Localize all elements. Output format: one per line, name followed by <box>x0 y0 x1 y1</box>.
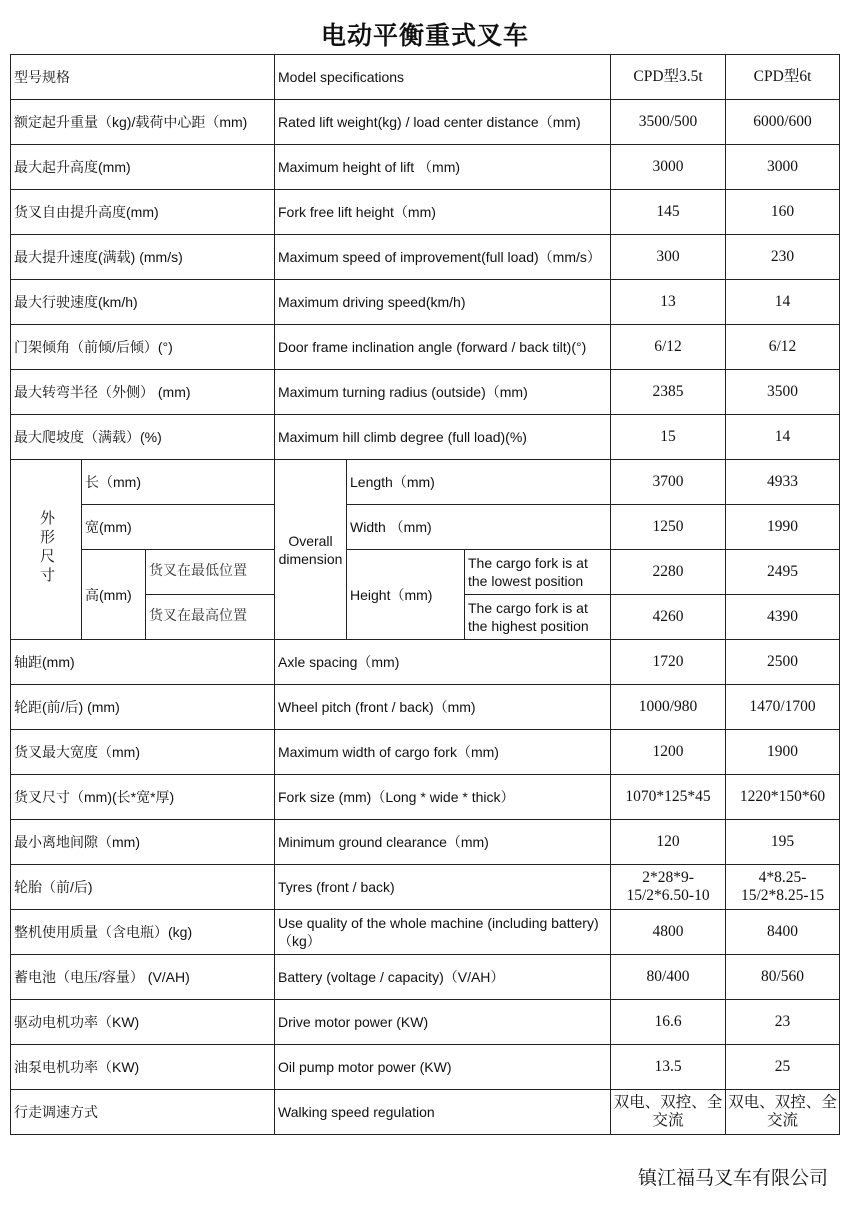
spec-name-cn: 货叉尺寸（mm)(长*宽*厚) <box>11 775 275 820</box>
value-model-1: 6/12 <box>611 325 726 370</box>
sub-spec-cn: 货叉在最低位置 <box>146 550 275 595</box>
spec-name-en: Maximum width of cargo fork（mm) <box>275 730 611 775</box>
spec-name-en: Battery (voltage / capacity)（V/AH） <box>275 955 611 1000</box>
spec-name-cn: 油泵电机功率（KW) <box>11 1045 275 1090</box>
value-model-2: 230 <box>726 235 840 280</box>
value-model-1: 1070*125*45 <box>611 775 726 820</box>
value-model-2: 6000/600 <box>726 100 840 145</box>
value-model-2: 4390 <box>726 595 840 640</box>
sub-spec-en: The cargo fork is at the lowest position <box>465 550 611 595</box>
value-model-1: 145 <box>611 190 726 235</box>
value-model-2: 1470/1700 <box>726 685 840 730</box>
table-row <box>11 910 840 955</box>
spec-name-cn: 最大转弯半径（外侧） (mm) <box>11 370 275 415</box>
value-model-1: 300 <box>611 235 726 280</box>
table-row <box>11 1090 840 1135</box>
sub-spec-en: The cargo fork is at the highest position <box>465 595 611 640</box>
spec-name-en: Walking speed regulation <box>275 1090 611 1135</box>
value-model-2: 1990 <box>726 505 840 550</box>
spec-name-en: Fork size (mm)（Long * wide * thick） <box>275 775 611 820</box>
value-model-1: 16.6 <box>611 1000 726 1045</box>
spec-name-cn: 最大爬坡度（满载）(%) <box>11 415 275 460</box>
table-row <box>11 415 840 460</box>
spec-name-cn: 宽(mm) <box>82 505 275 550</box>
table-row <box>11 730 840 775</box>
value-model-2: 1900 <box>726 730 840 775</box>
value-model-1: 1200 <box>611 730 726 775</box>
spec-name-en: Maximum turning radius (outside)（mm) <box>275 370 611 415</box>
table-row <box>11 190 840 235</box>
table-row <box>11 505 840 550</box>
value-model-1: 120 <box>611 820 726 865</box>
spec-name-cn: 货叉最大宽度（mm) <box>11 730 275 775</box>
table-row <box>11 370 840 415</box>
spec-name-en: Use quality of the whole machine (including battery)（kg） <box>275 910 611 955</box>
spec-name-cn: 轴距(mm) <box>11 640 275 685</box>
value-model-1: 1720 <box>611 640 726 685</box>
value-model-2: 25 <box>726 1045 840 1090</box>
table-row <box>11 145 840 190</box>
spec-name-en: Fork free lift height（mm) <box>275 190 611 235</box>
spec-name-cn: 蓄电池（电压/容量） (V/AH) <box>11 955 275 1000</box>
spec-name-cn: 最大行驶速度(km/h) <box>11 280 275 325</box>
value-model-2: 14 <box>726 415 840 460</box>
value-model-2: 8400 <box>726 910 840 955</box>
dimension-group-cn: 外形尺寸 <box>38 509 55 586</box>
dimension-group-en: Overall dimension <box>275 460 347 640</box>
table-row <box>11 865 840 910</box>
table-row <box>11 685 840 730</box>
spec-name-en: Oil pump motor power (KW) <box>275 1045 611 1090</box>
value-model-1: 双电、双控、全交流 <box>611 1090 726 1135</box>
table-row <box>11 550 840 595</box>
sub-spec-cn: 货叉在最高位置 <box>146 595 275 640</box>
spec-name-cn: 货叉自由提升高度(mm) <box>11 190 275 235</box>
value-model-2: 双电、双控、全交流 <box>726 1090 840 1135</box>
spec-name-cn: 最小离地间隙（mm) <box>11 820 275 865</box>
table-row <box>11 100 840 145</box>
value-model-1: 2*28*9-15/2*6.50-10 <box>611 865 726 910</box>
table-row <box>11 775 840 820</box>
spec-name-cn: 高(mm) <box>82 550 146 640</box>
spec-name-en: Maximum height of lift （mm) <box>275 145 611 190</box>
value-model-2: 1220*150*60 <box>726 775 840 820</box>
spec-table <box>10 54 840 1135</box>
table-row <box>11 1000 840 1045</box>
value-model-1: 2385 <box>611 370 726 415</box>
spec-name-en: Door frame inclination angle (forward / back tilt)(°) <box>275 325 611 370</box>
value-model-2: 4*8.25-15/2*8.25-15 <box>726 865 840 910</box>
value-model-2: 14 <box>726 280 840 325</box>
spec-name-cn: 长（mm) <box>82 460 275 505</box>
spec-name-en: Maximum speed of improvement(full load)（mm/s） <box>275 235 611 280</box>
table-row <box>11 325 840 370</box>
table-row <box>11 955 840 1000</box>
header-en: Model specifications <box>275 55 611 100</box>
value-model-1: 4800 <box>611 910 726 955</box>
value-model-1: 2280 <box>611 550 726 595</box>
spec-name-en: Length（mm) <box>347 460 611 505</box>
value-model-2: 6/12 <box>726 325 840 370</box>
header-cn: 型号规格 <box>11 55 275 100</box>
spec-name-en: Axle spacing（mm) <box>275 640 611 685</box>
page-title: 电动平衡重式叉车 <box>320 21 529 50</box>
spec-name-cn: 额定起升重量（kg)/载荷中心距（mm) <box>11 100 275 145</box>
value-model-1: 13 <box>611 280 726 325</box>
value-model-1: 1250 <box>611 505 726 550</box>
spec-name-en: Minimum ground clearance（mm) <box>275 820 611 865</box>
value-model-1: 4260 <box>611 595 726 640</box>
spec-name-cn: 行走调速方式 <box>11 1090 275 1135</box>
value-model-2: 23 <box>726 1000 840 1045</box>
header-model-1: CPD型3.5t <box>611 55 726 100</box>
table-row <box>11 55 840 100</box>
spec-name-en: Maximum driving speed(km/h) <box>275 280 611 325</box>
spec-name-en: Wheel pitch (front / back)（mm) <box>275 685 611 730</box>
table-row <box>11 460 840 505</box>
value-model-1: 15 <box>611 415 726 460</box>
company-name: 镇江福马叉车有限公司 <box>637 1167 828 1189</box>
spec-name-cn: 驱动电机功率（KW) <box>11 1000 275 1045</box>
dimension-group-cn-cell <box>11 460 82 640</box>
value-model-1: 3500/500 <box>611 100 726 145</box>
value-model-1: 3700 <box>611 460 726 505</box>
value-model-2: 160 <box>726 190 840 235</box>
value-model-2: 195 <box>726 820 840 865</box>
spec-name-en: Height（mm) <box>347 550 465 640</box>
table-row <box>11 1045 840 1090</box>
table-row <box>11 280 840 325</box>
spec-name-cn: 轮距(前/后) (mm) <box>11 685 275 730</box>
spec-name-cn: 最大起升高度(mm) <box>11 145 275 190</box>
value-model-2: 3000 <box>726 145 840 190</box>
spec-name-cn: 整机使用质量（含电瓶）(kg) <box>11 910 275 955</box>
table-row <box>11 235 840 280</box>
spec-name-cn: 最大提升速度(满载) (mm/s) <box>11 235 275 280</box>
value-model-1: 80/400 <box>611 955 726 1000</box>
table-row <box>11 640 840 685</box>
value-model-2: 2500 <box>726 640 840 685</box>
spec-name-cn: 轮胎（前/后) <box>11 865 275 910</box>
value-model-2: 2495 <box>726 550 840 595</box>
spec-name-cn: 门架倾角（前倾/后倾）(°) <box>11 325 275 370</box>
value-model-2: 80/560 <box>726 955 840 1000</box>
table-row <box>11 820 840 865</box>
value-model-1: 3000 <box>611 145 726 190</box>
value-model-1: 1000/980 <box>611 685 726 730</box>
spec-name-en: Maximum hill climb degree (full load)(%) <box>275 415 611 460</box>
value-model-1: 13.5 <box>611 1045 726 1090</box>
value-model-2: 4933 <box>726 460 840 505</box>
header-model-2: CPD型6t <box>726 55 840 100</box>
value-model-2: 3500 <box>726 370 840 415</box>
spec-name-en: Width （mm) <box>347 505 611 550</box>
spec-name-en: Rated lift weight(kg) / load center distance（mm) <box>275 100 611 145</box>
spec-name-en: Tyres (front / back) <box>275 865 611 910</box>
spec-name-en: Drive motor power (KW) <box>275 1000 611 1045</box>
